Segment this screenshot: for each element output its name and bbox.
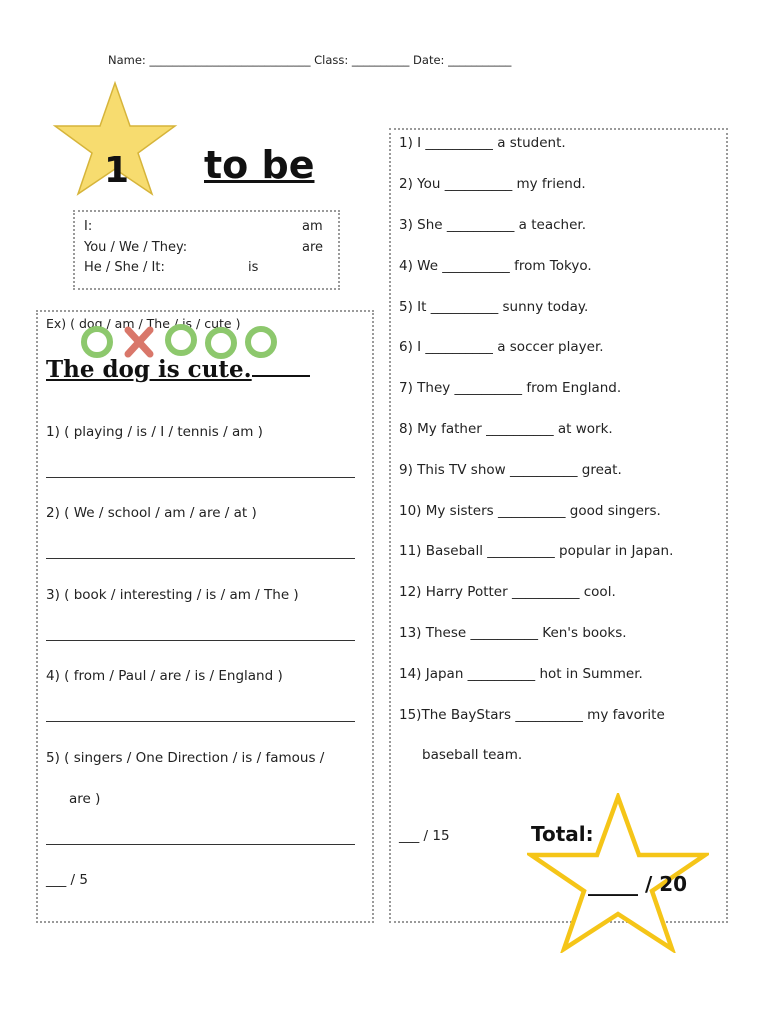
ref-verb: am <box>302 219 323 234</box>
left-question: 4) ( from / Paul / are / is / England ) <box>46 668 283 684</box>
total-score: _____ / 20 <box>588 872 688 896</box>
right-question: 1) I __________ a student. <box>399 135 566 151</box>
header-fields: Name: ____________________________ Class: __________ Date: ___________ <box>108 53 512 67</box>
worksheet-number: 1 <box>104 150 130 191</box>
answer-line[interactable] <box>46 640 355 641</box>
right-question: 11) Baseball __________ popular in Japan. <box>399 543 674 559</box>
example-prompt: Ex) ( dog / am / The / is / cute ) <box>46 316 241 331</box>
right-question: 13) These __________ Ken's books. <box>399 625 627 641</box>
left-question: 2) ( We / school / am / are / at ) <box>46 505 257 521</box>
example-answer: The dog is cute. <box>46 356 310 383</box>
circle-mark-icon <box>208 330 234 356</box>
ref-verb: is <box>248 260 259 275</box>
answer-line[interactable] <box>46 844 355 845</box>
left-question: 1) ( playing / is / I / tennis / am ) <box>46 424 263 440</box>
circle-mark-icon <box>168 327 194 353</box>
ref-subject: He / She / It: <box>84 260 165 275</box>
right-question: 15)The BayStars __________ my favorite <box>399 707 665 723</box>
right-question: 4) We __________ from Tokyo. <box>399 258 592 274</box>
word-order-section <box>36 310 374 923</box>
page-title: to be <box>204 143 315 187</box>
answer-line[interactable] <box>46 477 355 478</box>
right-question: 14) Japan __________ hot in Summer. <box>399 666 643 682</box>
right-question: 7) They __________ from England. <box>399 380 622 396</box>
left-question-continued: are ) <box>69 791 101 807</box>
conjugation-reference <box>73 210 340 290</box>
right-question: 9) This TV show __________ great. <box>399 462 622 478</box>
total-label: Total: <box>531 822 594 846</box>
ref-subject: I: <box>84 219 93 234</box>
circle-mark-icon <box>84 329 110 355</box>
grading-marks <box>78 322 288 360</box>
right-question-continued: baseball team. <box>422 747 523 763</box>
circle-mark-icon <box>248 329 274 355</box>
left-question: 3) ( book / interesting / is / am / The ) <box>46 587 299 603</box>
left-score: ___ / 5 <box>46 872 88 888</box>
right-question: 3) She __________ a teacher. <box>399 217 586 233</box>
cross-mark-icon <box>128 330 150 354</box>
right-question: 10) My sisters __________ good singers. <box>399 503 661 519</box>
right-question: 6) I __________ a soccer player. <box>399 339 604 355</box>
right-question: 2) You __________ my friend. <box>399 176 586 192</box>
left-question: 5) ( singers / One Direction / is / famous / <box>46 750 325 766</box>
right-question: 12) Harry Potter __________ cool. <box>399 584 616 600</box>
ref-verb: are <box>302 240 324 255</box>
right-question: 5) It __________ sunny today. <box>399 299 589 315</box>
answer-line[interactable] <box>46 558 355 559</box>
right-score: ___ / 15 <box>399 828 450 844</box>
ref-subject: You / We / They: <box>84 240 188 255</box>
right-question: 8) My father __________ at work. <box>399 421 613 437</box>
answer-line[interactable] <box>46 721 355 722</box>
